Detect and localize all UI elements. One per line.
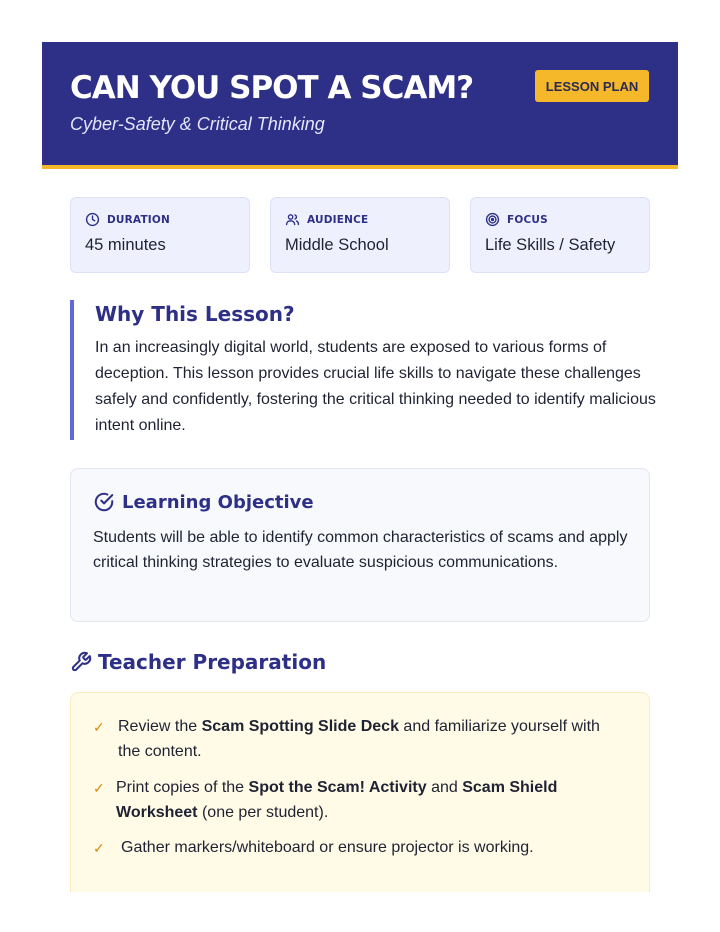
clock-icon xyxy=(85,212,100,227)
why-title: Why This Lesson? xyxy=(95,302,295,326)
checkmark-icon: ✓ xyxy=(93,840,105,856)
checkmark-icon: ✓ xyxy=(93,719,105,735)
list-item: ✓ Review the Scam Spotting Slide Deck and familiarize yourself with the content. xyxy=(93,715,623,764)
objective-card xyxy=(70,468,650,622)
duration-label: DURATION xyxy=(107,213,171,226)
why-section xyxy=(70,300,660,440)
focus-label: FOCUS xyxy=(507,213,548,226)
users-icon xyxy=(285,212,300,227)
checkmark-icon: ✓ xyxy=(93,780,105,796)
duration-card xyxy=(70,197,250,273)
lesson-plan-badge: LESSON PLAN xyxy=(535,70,649,102)
audience-label: AUDIENCE xyxy=(307,213,369,226)
wrench-icon xyxy=(70,651,92,673)
page-subtitle: Cyber-Safety & Critical Thinking xyxy=(70,114,325,134)
focus-value: Life Skills / Safety xyxy=(485,236,616,254)
objective-title: Learning Objective xyxy=(122,491,314,513)
audience-value: Middle School xyxy=(285,236,389,254)
duration-value: 45 minutes xyxy=(85,236,166,254)
target-icon xyxy=(485,212,500,227)
check-circle-icon xyxy=(93,491,115,513)
preparation-list xyxy=(70,692,650,892)
preparation-heading xyxy=(70,650,326,674)
why-text: In an increasingly digital world, students are exposed to various forms of deception. This lesson provides crucial life skills to navigate these challenges safely and confidently, fostering the critical thinking needed to identify malicious intent online. xyxy=(95,339,656,434)
list-item: ✓ Gather markers/whiteboard or ensure projector is working. xyxy=(93,836,623,861)
objective-text: Students will be able to identify common characteristics of scams and apply critical thinking strategies to evaluate suspicious communications. xyxy=(93,529,628,571)
focus-card xyxy=(470,197,650,273)
audience-card xyxy=(270,197,450,273)
lesson-header xyxy=(42,42,678,169)
preparation-title: Teacher Preparation xyxy=(98,650,327,674)
list-item: ✓ Print copies of the Spot the Scam! Activity and Scam Shield Worksheet (one per student). xyxy=(93,776,623,825)
page-title: CAN YOU SPOT A SCAM? xyxy=(70,70,474,106)
